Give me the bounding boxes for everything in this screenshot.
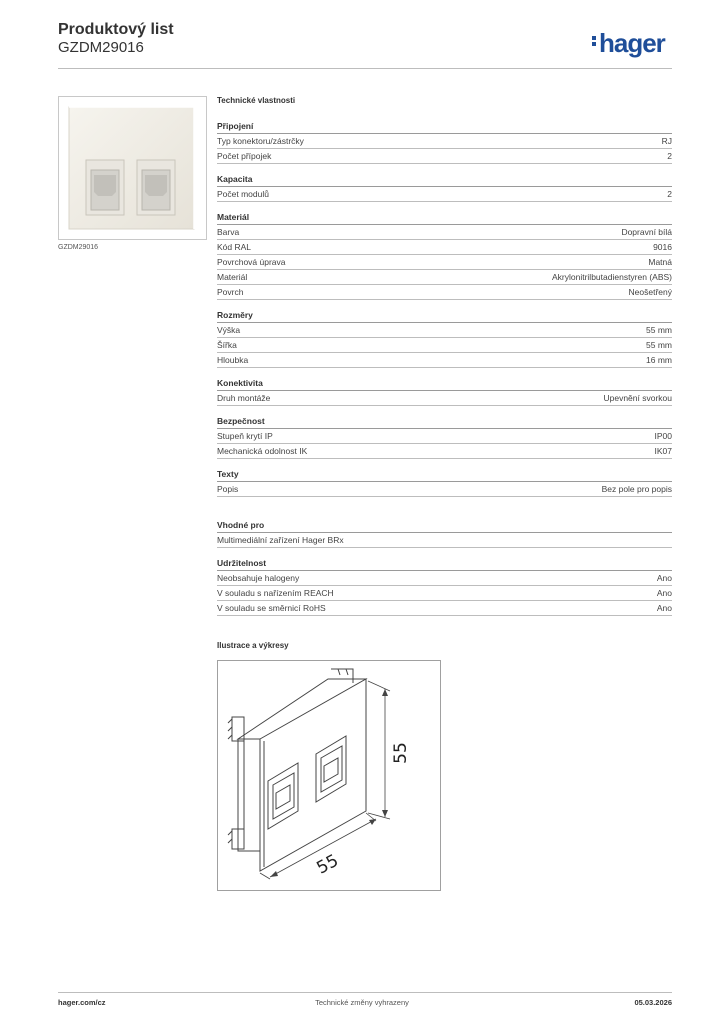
logo-dots-icon bbox=[592, 34, 596, 48]
specs-heading: Technické vlastnosti bbox=[217, 96, 296, 105]
page-title: Produktový list bbox=[58, 21, 174, 38]
spec-row: Druh montáže Upevnění svorkou bbox=[217, 391, 672, 406]
spec-row: Hloubka 16 mm bbox=[217, 353, 672, 368]
spec-row: Neobsahuje halogeny Ano bbox=[217, 571, 672, 586]
spec-section-bezpecnost bbox=[217, 415, 672, 459]
spec-row: Mechanická odolnost IK IK07 bbox=[217, 444, 672, 459]
spec-row: Povrchová úprava Matná bbox=[217, 255, 672, 270]
spec-section-rozmery bbox=[217, 309, 672, 368]
spec-section-texty bbox=[217, 468, 672, 497]
spec-section-pripojeni bbox=[217, 120, 672, 164]
spec-section-vhodne-pro bbox=[217, 519, 672, 548]
width-dimension-label: 55 bbox=[313, 850, 342, 879]
section-title: Připojení bbox=[217, 120, 672, 134]
dimension-drawing bbox=[218, 661, 440, 890]
height-dimension-label: 55 bbox=[391, 742, 411, 764]
spec-row: Povrch Neošetřený bbox=[217, 285, 672, 300]
header-divider bbox=[58, 68, 672, 69]
section-title: Bezpečnost bbox=[217, 415, 672, 429]
spec-section-udrzitelnost bbox=[217, 557, 672, 616]
spec-row: Multimediální zařízení Hager BRx bbox=[217, 533, 672, 548]
product-code: GZDM29016 bbox=[58, 39, 144, 56]
spec-row: Barva Dopravní bílá bbox=[217, 225, 672, 240]
spec-row: Stupeň krytí IP IP00 bbox=[217, 429, 672, 444]
spec-section-kapacita bbox=[217, 173, 672, 202]
wall-plate-photo bbox=[59, 97, 206, 239]
footer-notice: Technické změny vyhrazeny bbox=[315, 998, 409, 1007]
spec-row: Typ konektoru/zástrčky RJ bbox=[217, 134, 672, 149]
spec-row: Popis Bez pole pro popis bbox=[217, 482, 672, 497]
spec-row: V souladu s nařízením REACH Ano bbox=[217, 586, 672, 601]
section-title: Rozměry bbox=[217, 309, 672, 323]
illustrations-heading: Ilustrace a výkresy bbox=[217, 641, 289, 650]
section-title: Materiál bbox=[217, 211, 672, 225]
product-image-caption: GZDM29016 bbox=[58, 244, 99, 251]
footer-divider bbox=[58, 992, 672, 993]
section-title: Vhodné pro bbox=[217, 519, 672, 533]
logo-text: hager bbox=[599, 28, 665, 58]
spec-row: Šířka 55 mm bbox=[217, 338, 672, 353]
spec-row: V souladu se směrnicí RoHS Ano bbox=[217, 601, 672, 616]
section-title: Texty bbox=[217, 468, 672, 482]
section-title: Udržitelnost bbox=[217, 557, 672, 571]
spec-row: Počet přípojek 2 bbox=[217, 149, 672, 164]
spec-row: Výška 55 mm bbox=[217, 323, 672, 338]
spec-row: Počet modulů 2 bbox=[217, 187, 672, 202]
specifications bbox=[217, 96, 672, 616]
spec-section-material bbox=[217, 211, 672, 300]
spec-section-konektivita bbox=[217, 377, 672, 406]
hager-logo[interactable] bbox=[592, 28, 665, 59]
section-title: Konektivita bbox=[217, 377, 672, 391]
footer-website-link[interactable]: hager.com/cz bbox=[58, 998, 106, 1007]
spec-row: Materiál Akrylonitrilbutadienstyren (ABS) bbox=[217, 270, 672, 285]
spec-row: Kód RAL 9016 bbox=[217, 240, 672, 255]
footer-date: 05.03.2026 bbox=[634, 998, 672, 1007]
technical-drawing bbox=[217, 660, 441, 891]
product-image bbox=[58, 96, 207, 240]
section-title: Kapacita bbox=[217, 173, 672, 187]
